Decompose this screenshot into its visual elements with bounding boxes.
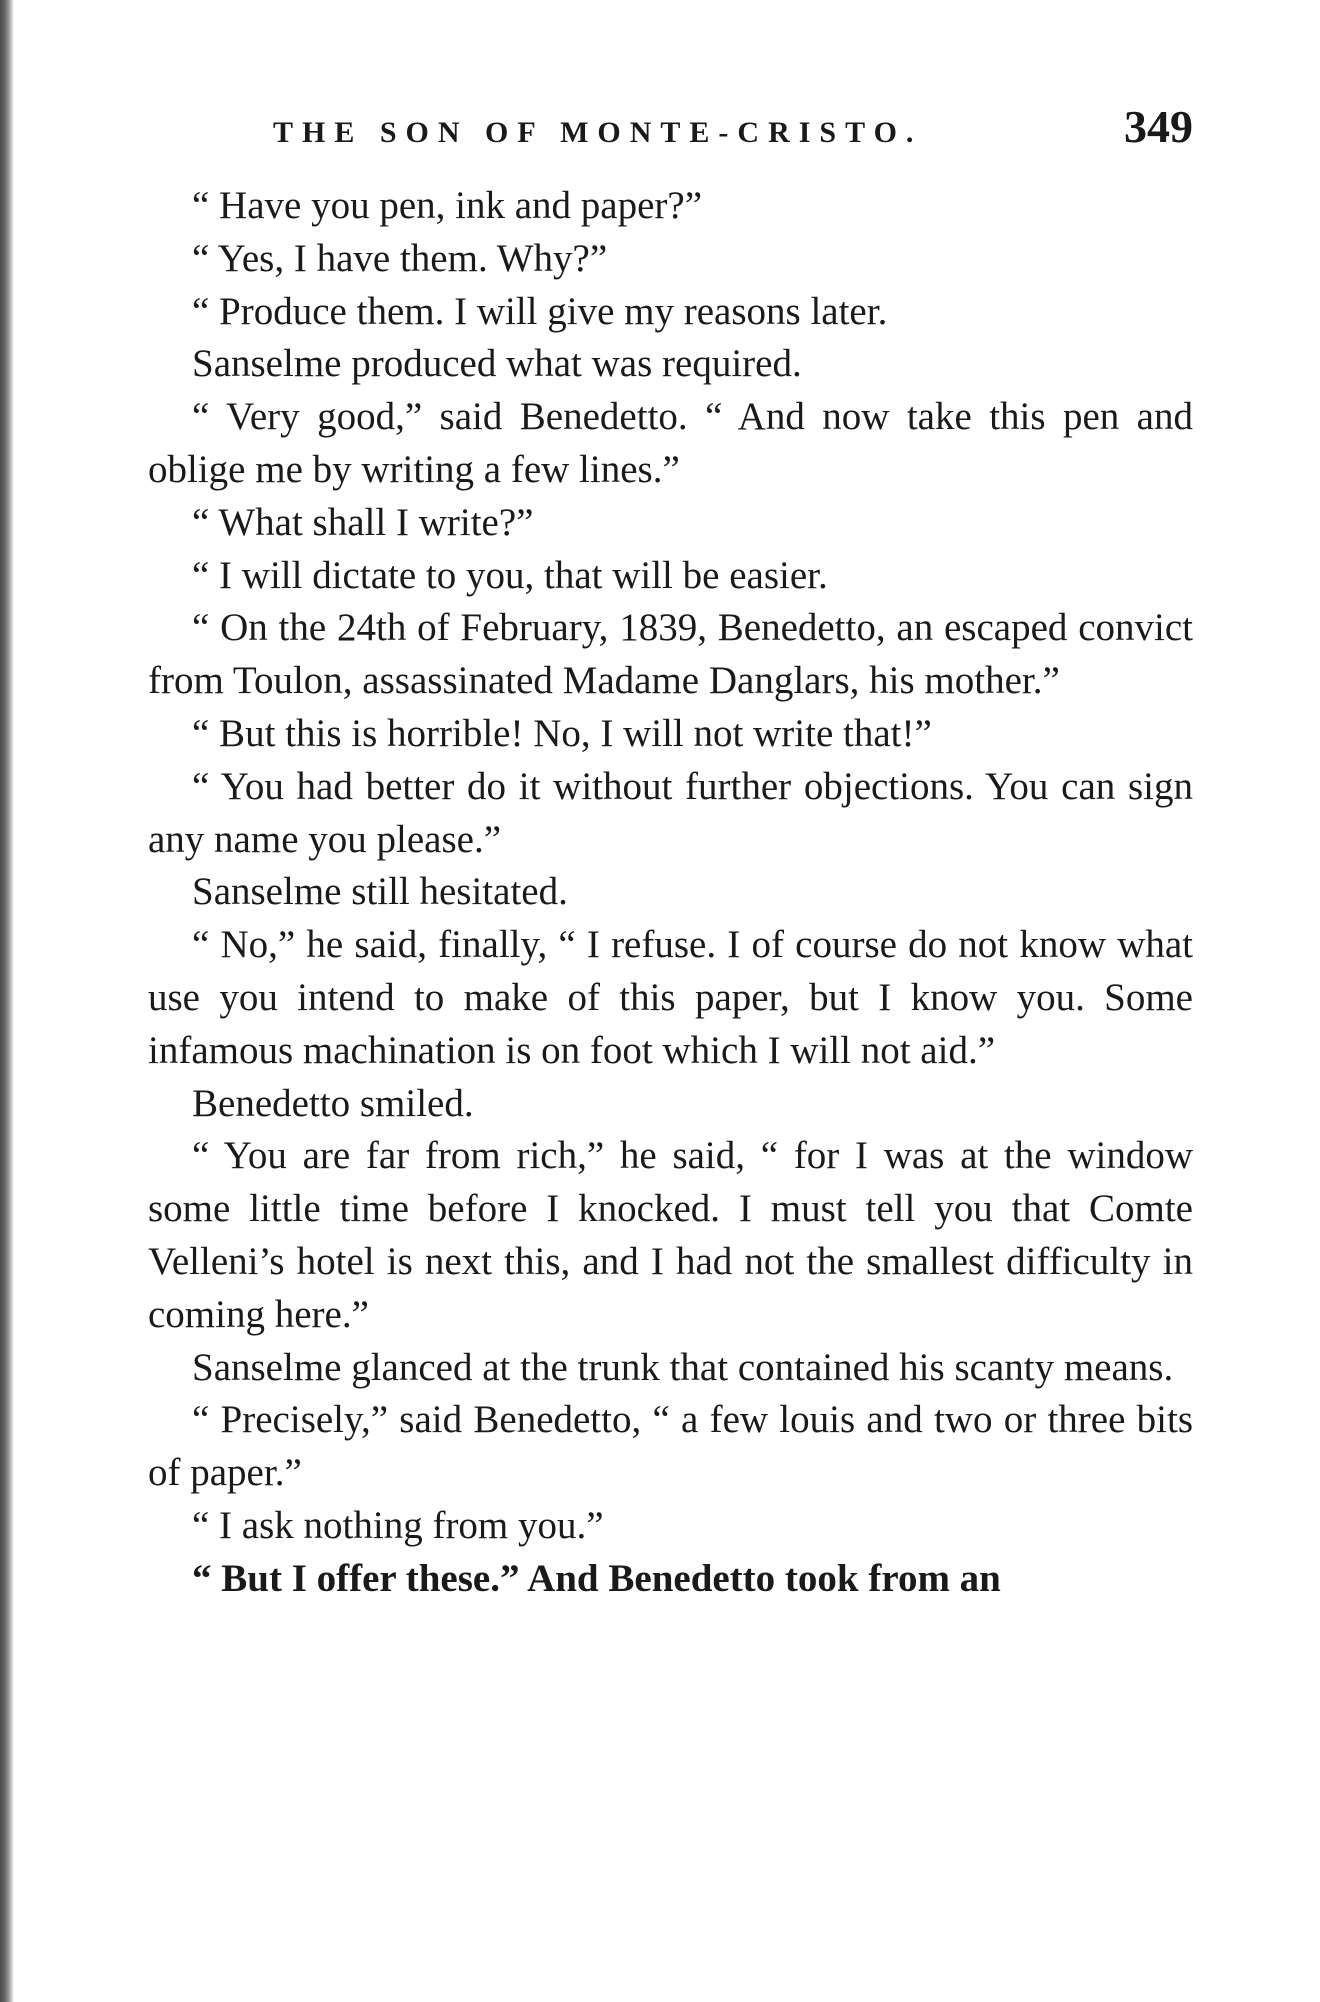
paragraph: Sanselme produced what was required. xyxy=(192,342,802,386)
running-head xyxy=(148,100,1193,170)
paragraph: “ I will dictate to you, that will be easier. xyxy=(192,553,828,597)
paragraph: “ But this is horrible! No, I will not write that!” xyxy=(192,711,932,755)
paragraph: “ Precisely,” said Benedetto, “ a few louis and two or three bits of paper.” xyxy=(148,1398,1193,1495)
paragraph: “ Have you pen, ink and paper?” xyxy=(192,184,703,227)
paragraph: “ Very good,” said Benedetto. “ And now take this pen and oblige me by writing a few lines.” xyxy=(148,395,1193,491)
paragraph: “ No,” he said, finally, “ I refuse. I of course do not know what use you intend to make of this paper, but I know you. Some infamous machination is on foot which I will not aid.” xyxy=(148,923,1193,1072)
running-title: THE SON OF MONTE-CRISTO. xyxy=(273,116,923,149)
paragraph: Sanselme glanced at the trunk that contained his scanty means. xyxy=(192,1345,1174,1389)
paragraph: “ Yes, I have them. Why?” xyxy=(192,236,608,280)
page-binding-edge xyxy=(0,0,14,2002)
book-page xyxy=(148,100,1193,1606)
paragraph: “ What shall I write?” xyxy=(192,500,534,544)
page-number: 349 xyxy=(1124,101,1193,152)
paragraph: Benedetto smiled. xyxy=(192,1081,474,1125)
paragraph: Sanselme still hesitated. xyxy=(192,870,568,914)
paragraph: “ I ask nothing from you.” xyxy=(192,1503,604,1547)
body-text xyxy=(148,180,1193,1606)
paragraph: “ You are far from rich,” he said, “ for I was at the window some little time before I knocked. I must tell you that Comte Velleni’s hotel is next this, and I had not the smallest difficulty in coming here.” xyxy=(148,1134,1193,1336)
paragraph: “ You had better do it without further objections. You can sign any name you please.” xyxy=(148,764,1193,861)
paragraph: “ On the 24th of February, 1839, Benedetto, an escaped convict from Toulon, assassinated Madame Danglars, his mother.” xyxy=(148,606,1193,703)
paragraph: “ Produce them. I will give my reasons later. xyxy=(192,289,888,333)
paragraph: “ But I offer these.” And Benedetto took from an xyxy=(192,1556,1001,1600)
